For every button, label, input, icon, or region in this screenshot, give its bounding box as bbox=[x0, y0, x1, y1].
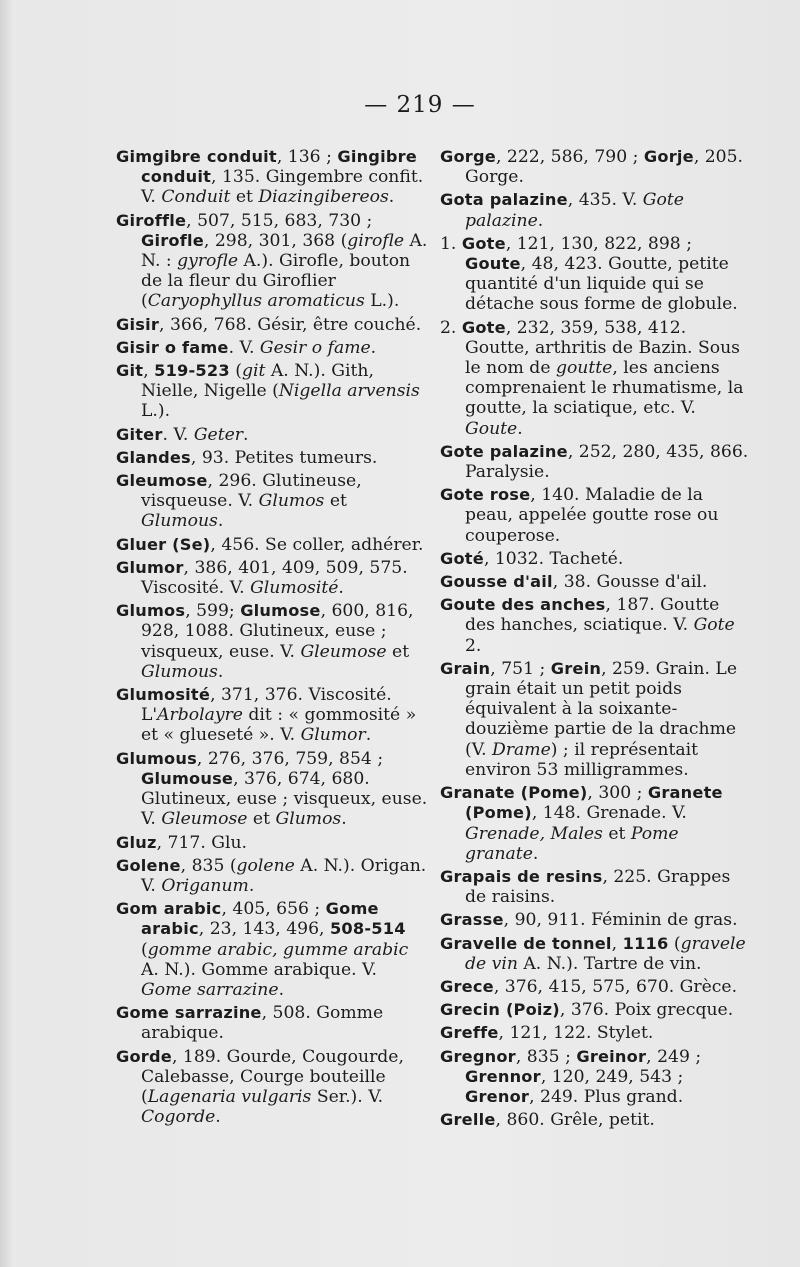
dictionary-entry bbox=[116, 601, 428, 682]
dictionary-entry bbox=[440, 572, 752, 592]
entry-text: , 405, 656 ; bbox=[221, 899, 326, 920]
dictionary-entry bbox=[116, 471, 428, 532]
dictionary-entry bbox=[440, 977, 752, 997]
entry-italic-text: Glumor bbox=[300, 725, 366, 746]
entry-text: . bbox=[243, 424, 249, 445]
entry-headword: Giroffle bbox=[116, 210, 187, 230]
entry-headword: Gorge bbox=[440, 147, 496, 166]
entry-headword: Goute des anches bbox=[440, 595, 606, 615]
entry-text: , 276, 376, 759, 854 ; bbox=[196, 748, 384, 769]
entry-text: , 717. Glu. bbox=[156, 832, 248, 853]
entry-italic-text: Gleumose bbox=[161, 809, 248, 830]
entry-text: ( bbox=[141, 939, 148, 960]
entry-text: , 249 ; bbox=[646, 1046, 702, 1067]
entry-text: , 232, 359, 538, 412. Goutte, arthritis de Bazin. Sous le nom de bbox=[465, 317, 740, 379]
entry-headword: Gome arabic bbox=[141, 899, 379, 939]
entry-italic-text: Cogorde bbox=[141, 1107, 216, 1128]
entry-text: . bbox=[365, 725, 372, 746]
entry-text: , 386, 401, 409, 509, 575. Viscosité. V. bbox=[141, 557, 408, 599]
entry-text: , 135. Gingembre confit. V. bbox=[141, 167, 424, 208]
entry-text: , 38. Gousse d'ail. bbox=[552, 572, 708, 593]
entry-text: , 376, 415, 575, 670. Grèce. bbox=[493, 976, 738, 997]
dictionary-entry bbox=[440, 442, 752, 482]
entry-headword: 519-523 bbox=[154, 361, 230, 381]
entry-italic-text: Glumous bbox=[141, 511, 218, 532]
dictionary-entry bbox=[116, 558, 428, 598]
entry-italic-text: Gome sarrazine bbox=[141, 979, 279, 1000]
entry-headword: Girofle bbox=[141, 230, 204, 250]
entry-headword: Gote rose bbox=[440, 485, 531, 505]
entry-italic-text: Glumosité bbox=[250, 578, 339, 599]
entry-italic-text: Nigella arvensis bbox=[278, 381, 420, 402]
entry-text: , 835 ; bbox=[515, 1046, 577, 1067]
entry-headword: Gote palazine bbox=[440, 441, 568, 461]
entry-text: A.). Girofle, bouton de la fleur du Giroflier ( bbox=[141, 251, 411, 312]
entry-text: ( bbox=[668, 933, 681, 954]
entry-text: dit : « gommosité » et « glueseté ». V. bbox=[141, 705, 417, 746]
entry-headword: Goté bbox=[440, 548, 484, 568]
entry-italic-text: Geter bbox=[193, 424, 244, 445]
entry-headword: Gluz bbox=[116, 832, 157, 852]
entry-text: . bbox=[278, 979, 285, 1000]
entry-text: , 860. Grêle, petit. bbox=[495, 1110, 655, 1131]
entry-text: , 140. Maladie de la peau, appelée goutte rose ou couperose. bbox=[465, 485, 719, 546]
entry-text: . bbox=[217, 511, 224, 532]
dictionary-entry bbox=[440, 595, 752, 656]
entry-italic-text: Diazingibereos bbox=[258, 187, 389, 208]
dictionary-entry bbox=[440, 659, 752, 780]
entry-text: , 435. V. bbox=[567, 190, 643, 211]
entry-headword: Grapais de resins bbox=[440, 866, 603, 886]
entry-headword: Granete (Pome) bbox=[465, 783, 723, 823]
dictionary-entry bbox=[440, 867, 752, 907]
entry-text: , 121, 130, 822, 898 ; bbox=[505, 233, 692, 254]
entry-text: . bbox=[215, 1107, 221, 1128]
dictionary-entry bbox=[116, 1047, 428, 1128]
entry-text: , 507, 515, 683, 730 ; bbox=[186, 210, 373, 231]
entry-text: , 222, 586, 790 ; bbox=[495, 147, 644, 167]
entry-text: . bbox=[537, 210, 544, 231]
entry-text: . V. bbox=[228, 337, 260, 358]
entry-text: , 249. Plus grand. bbox=[529, 1086, 684, 1107]
entry-headword: Glumous bbox=[116, 748, 197, 768]
entry-text: , 300 ; bbox=[587, 783, 648, 804]
entry-headword: Greffe bbox=[440, 1023, 499, 1043]
entry-headword: Grein bbox=[550, 658, 602, 678]
entry-text: , 121, 122. Stylet. bbox=[498, 1023, 654, 1044]
entry-text: et bbox=[247, 809, 276, 830]
entry-text: , 23, 143, 496, bbox=[198, 919, 330, 940]
dictionary-entry bbox=[440, 147, 752, 187]
entry-headword: Glumor bbox=[116, 557, 184, 577]
entry-headword: Goute bbox=[465, 254, 521, 274]
entry-text: . bbox=[248, 875, 255, 896]
entry-italic-text: goutte bbox=[555, 358, 613, 379]
entry-headword: Grenor bbox=[465, 1086, 530, 1106]
dictionary-entry bbox=[440, 934, 752, 974]
dictionary-entry bbox=[116, 535, 428, 555]
entry-text: , 252, 280, 435, 866. Paralysie. bbox=[465, 441, 749, 483]
dictionary-entry bbox=[440, 1110, 752, 1130]
entry-italic-text: Drame bbox=[492, 739, 551, 760]
dictionary-entry bbox=[440, 549, 752, 569]
right-column bbox=[440, 147, 752, 1133]
dictionary-entry bbox=[440, 485, 752, 546]
entry-text: A. N.). Gomme arabique. V. bbox=[141, 959, 377, 980]
entry-text: , les anciens comprenaient le rhumatisme, la goutte, la sciatique, etc. V. bbox=[465, 358, 744, 419]
entry-text: L.). bbox=[141, 401, 171, 422]
entry-text: . bbox=[517, 418, 523, 439]
entry-text: Ser.). V. bbox=[311, 1086, 384, 1107]
entry-italic-text: gravele de vin bbox=[465, 933, 746, 974]
dictionary-entry bbox=[440, 190, 752, 230]
entry-text: A. N.). Origan. V. bbox=[141, 855, 427, 896]
dictionary-entry bbox=[116, 361, 428, 422]
entry-italic-text: golene bbox=[236, 855, 295, 876]
entry-headword: 508-514 bbox=[329, 919, 406, 939]
page-number: — 219 — bbox=[364, 92, 476, 118]
entry-text: 1. bbox=[440, 233, 462, 254]
entry-text: . V. bbox=[162, 424, 194, 445]
entry-headword: Grennor bbox=[465, 1066, 541, 1086]
entry-italic-text: Gote palazine bbox=[465, 190, 684, 231]
entry-italic-text: Gote bbox=[693, 615, 735, 636]
entry-text: , 371, 376. Viscosité. L' bbox=[141, 685, 392, 726]
entry-headword: Grecin (Poiz) bbox=[440, 1000, 560, 1020]
entry-headword: Gota palazine bbox=[440, 190, 568, 210]
left-column bbox=[116, 147, 428, 1130]
entry-italic-text: Arbolayre bbox=[157, 705, 243, 726]
entry-headword: Gom arabic bbox=[116, 899, 222, 919]
entry-headword: Grelle bbox=[440, 1110, 496, 1130]
entry-italic-text: Goute bbox=[465, 418, 518, 439]
entry-italic-text: Gesir o fame bbox=[259, 337, 371, 358]
entry-headword: Glumos bbox=[116, 601, 186, 621]
entry-text: , 298, 301, 368 ( bbox=[203, 230, 348, 251]
dictionary-entry bbox=[440, 318, 752, 439]
entry-text: , 599; bbox=[185, 601, 241, 622]
entry-italic-text: gomme arabic, gumme arabic bbox=[147, 939, 409, 960]
dictionary-entry bbox=[440, 1047, 752, 1108]
dictionary-entry bbox=[116, 833, 428, 853]
dictionary-entry bbox=[116, 899, 428, 1000]
dictionary-entry bbox=[440, 783, 752, 864]
entry-text: et bbox=[230, 187, 259, 208]
dictionary-entry bbox=[116, 685, 428, 746]
entry-italic-text: girofle bbox=[347, 230, 404, 251]
entry-headword: Gousse d'ail bbox=[440, 572, 553, 592]
entry-text: . bbox=[532, 843, 539, 864]
entry-headword: Glandes bbox=[116, 447, 191, 467]
entry-text: , 148. Grenade. V. bbox=[531, 803, 687, 824]
entry-headword: Grasse bbox=[440, 910, 504, 930]
dictionary-entry bbox=[116, 211, 428, 312]
entry-text: et bbox=[324, 491, 347, 512]
entry-headword: Golene bbox=[116, 855, 181, 875]
entry-headword: Gingibre conduit bbox=[141, 147, 417, 187]
entry-headword: Gome sarrazine bbox=[116, 1003, 262, 1023]
entry-text: , bbox=[143, 361, 155, 382]
entry-italic-text: Gleumose bbox=[300, 641, 387, 662]
entry-text: et bbox=[386, 641, 410, 662]
entry-headword: Gleumose bbox=[116, 471, 208, 491]
entry-text: . bbox=[370, 337, 377, 358]
entry-italic-text: Origanum bbox=[161, 875, 249, 896]
entry-italic-text: Pome granate bbox=[465, 823, 679, 864]
entry-headword: Gote bbox=[461, 233, 506, 253]
entry-text: , 90, 911. Féminin de gras. bbox=[503, 910, 738, 931]
dictionary-entry bbox=[116, 448, 428, 468]
dictionary-entry bbox=[440, 910, 752, 930]
entry-headword: Grain bbox=[440, 658, 491, 678]
entry-text: , 225. Grappes de raisins. bbox=[465, 866, 731, 908]
entry-headword: Grece bbox=[440, 976, 494, 996]
dictionary-entry bbox=[116, 315, 428, 335]
dictionary-entry bbox=[116, 147, 428, 208]
entry-headword: Gisir bbox=[116, 314, 160, 334]
entry-text: , 376. Poix grecque. bbox=[559, 1000, 734, 1021]
entry-headword: Gorje bbox=[643, 147, 694, 166]
entry-text: ( bbox=[229, 361, 242, 382]
entry-text: , 508. Gomme arabique. bbox=[141, 1003, 384, 1044]
entry-headword: Glumouse bbox=[141, 768, 234, 788]
entry-text: , 600, 816, 928, 1088. Glutineux, euse ; visqueux, euse. V. bbox=[141, 601, 414, 662]
entry-text: . bbox=[341, 809, 347, 830]
entry-headword: Granate (Pome) bbox=[440, 783, 588, 803]
entry-italic-text: git bbox=[242, 361, 266, 382]
dictionary-entry bbox=[440, 1000, 752, 1020]
dictionary-entry bbox=[116, 1003, 428, 1043]
entry-text: , 376, 674, 680. Glutineux, euse ; visqueux, euse. V. bbox=[141, 768, 428, 830]
entry-headword: Gregnor bbox=[440, 1046, 516, 1066]
entry-headword: Giter bbox=[116, 424, 163, 444]
entry-headword: 1116 bbox=[622, 933, 669, 953]
entry-text: , 751 ; bbox=[490, 658, 551, 679]
entry-text: , 93. Petites tumeurs. bbox=[190, 447, 378, 468]
entry-text: L.). bbox=[364, 291, 400, 312]
entry-text: , 456. Se coller, adhérer. bbox=[210, 534, 424, 555]
entry-headword: Git bbox=[116, 361, 144, 381]
entry-headword: Gluer (Se) bbox=[116, 534, 211, 554]
entry-text: 2. bbox=[465, 635, 482, 656]
entry-italic-text: Conduit bbox=[161, 187, 231, 208]
entry-text: , 120, 249, 543 ; bbox=[540, 1066, 684, 1087]
entry-headword: Gisir o fame bbox=[116, 337, 229, 357]
entry-text: , bbox=[611, 933, 623, 954]
entry-text: et bbox=[602, 823, 631, 844]
entry-headword: Gote bbox=[461, 317, 506, 337]
entry-italic-text: Glumous bbox=[141, 661, 218, 682]
entry-text: A. N.). Gith, Nielle, Nigelle ( bbox=[141, 361, 374, 402]
entry-italic-text: Grenade, Males bbox=[465, 823, 603, 844]
entry-text: , 189. Gourde, Cougourde, Calebasse, Courge bouteille ( bbox=[141, 1046, 404, 1107]
entry-text: , 48, 423. Goutte, petite quantité d'un liquide qui se détache sous forme de globule. bbox=[465, 254, 738, 315]
dictionary-entry bbox=[116, 856, 428, 896]
entry-text: , 366, 768. Gésir, être couché. bbox=[159, 314, 422, 335]
entry-text: A. N.). Tartre de vin. bbox=[517, 953, 702, 974]
entry-text: , 296. Glutineuse, visqueuse. V. bbox=[141, 471, 362, 512]
dictionary-entry bbox=[440, 234, 752, 315]
dictionary-entry bbox=[116, 749, 428, 830]
entry-text: , 136 ; bbox=[276, 147, 338, 167]
entry-text: , 259. Grain. Le grain était un petit poids équivalent à la soixante-douzième partie de la drachme (V. bbox=[465, 658, 737, 760]
entry-text: A. N. : bbox=[141, 230, 428, 272]
entry-text: . bbox=[388, 187, 395, 208]
entry-italic-text: gyrofle bbox=[177, 251, 239, 272]
entry-italic-text: Glumos bbox=[258, 491, 325, 512]
entry-text: , 205. Gorge. bbox=[465, 147, 744, 188]
entry-headword: Gravelle de tonnel bbox=[440, 933, 612, 953]
entry-headword: Gorde bbox=[116, 1046, 172, 1066]
entry-text: . bbox=[338, 578, 344, 599]
entry-text: , 1032. Tacheté. bbox=[483, 548, 624, 569]
entry-text: , 835 ( bbox=[180, 855, 237, 876]
entry-text: 2. bbox=[440, 317, 462, 338]
entry-text: ) ; il représentait environ 53 milligrammes. bbox=[465, 739, 699, 780]
entry-text: , 187. Goutte des hanches, sciatique. V. bbox=[465, 595, 720, 636]
entry-headword: Glumosité bbox=[116, 685, 211, 705]
entry-italic-text: Glumos bbox=[275, 809, 342, 830]
dictionary-entry bbox=[116, 425, 428, 445]
entry-text: . bbox=[217, 661, 224, 682]
entry-italic-text: Lagenaria vulgaris bbox=[147, 1086, 312, 1107]
entry-headword: Glumose bbox=[240, 601, 321, 621]
dictionary-entry bbox=[116, 338, 428, 358]
entry-headword: Gimgibre conduit bbox=[116, 147, 277, 166]
entry-italic-text: Caryophyllus aromaticus bbox=[147, 291, 365, 312]
dictionary-entry bbox=[440, 1023, 752, 1043]
entry-headword: Greinor bbox=[576, 1046, 647, 1066]
